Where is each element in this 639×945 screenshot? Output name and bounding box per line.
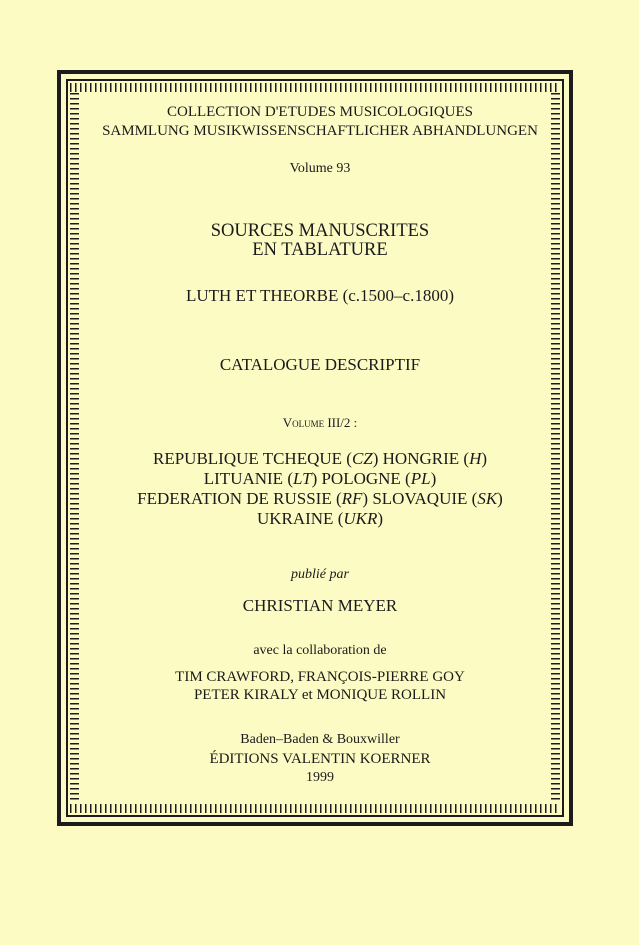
decorative-border (57, 70, 573, 826)
country-text: FEDERATION DE RUSSIE ( (137, 489, 342, 508)
main-title-line1: SOURCES MANUSCRITES (210, 221, 430, 241)
collaboration-label: avec la collaboration de (253, 643, 387, 658)
country-line-1 (90, 450, 550, 467)
editor-name: CHRISTIAN MEYER (242, 596, 398, 615)
subtitle: LUTH ET THEORBE (c.1500–c.1800) (185, 286, 455, 305)
country-code: RF (341, 489, 363, 508)
border-ticks-right (551, 93, 560, 803)
country-text: ) HONGRIE ( (372, 449, 470, 468)
inner-border (66, 79, 564, 817)
border-ticks-top (70, 83, 560, 92)
country-text: REPUBLIQUE TCHEQUE ( (152, 449, 352, 468)
country-text: ) (430, 469, 437, 488)
country-text: UKRAINE ( (256, 509, 344, 528)
country-text: ) (481, 449, 488, 468)
volume-label: Volume III/2 : (282, 415, 358, 430)
country-text: ) (377, 509, 384, 528)
country-code: UKR (343, 509, 378, 528)
border-ticks-bottom (70, 804, 560, 813)
collaborators-line2: PETER KIRALY et MONIQUE ROLLIN (193, 687, 447, 703)
main-title-line2: EN TABLATURE (252, 240, 388, 260)
country-line-4 (90, 510, 550, 527)
country-text: LITUANIE ( (203, 469, 293, 488)
country-text: ) SLOVAQUIE ( (362, 489, 478, 508)
country-code: SK (477, 489, 498, 508)
country-text: ) (497, 489, 503, 508)
country-code: H (469, 449, 482, 468)
border-ticks-left (70, 93, 79, 803)
published-by: publié par (291, 567, 349, 582)
country-code: LT (292, 469, 312, 488)
country-code: PL (410, 469, 431, 488)
publication-year: 1999 (306, 770, 334, 785)
publisher-place: Baden–Baden & Bouxwiller (240, 732, 400, 747)
publisher-name: ÉDITIONS VALENTIN KOERNER (209, 751, 431, 767)
series-title-de: SAMMLUNG MUSIKWISSENSCHAFTLICHER ABHANDLUNGEN (102, 123, 538, 139)
series-title-fr: COLLECTION D'ETUDES MUSICOLOGIQUES (166, 104, 474, 120)
catalogue-label: CATALOGUE DESCRIPTIF (219, 355, 421, 374)
series-volume: Volume 93 (289, 161, 351, 176)
country-line-2 (90, 470, 550, 487)
country-code: CZ (351, 449, 373, 468)
collaborators-line1: TIM CRAWFORD, FRANÇOIS-PIERRE GOY (175, 669, 465, 685)
country-line-3 (90, 490, 550, 507)
country-text: ) POLOGNE ( (311, 469, 411, 488)
